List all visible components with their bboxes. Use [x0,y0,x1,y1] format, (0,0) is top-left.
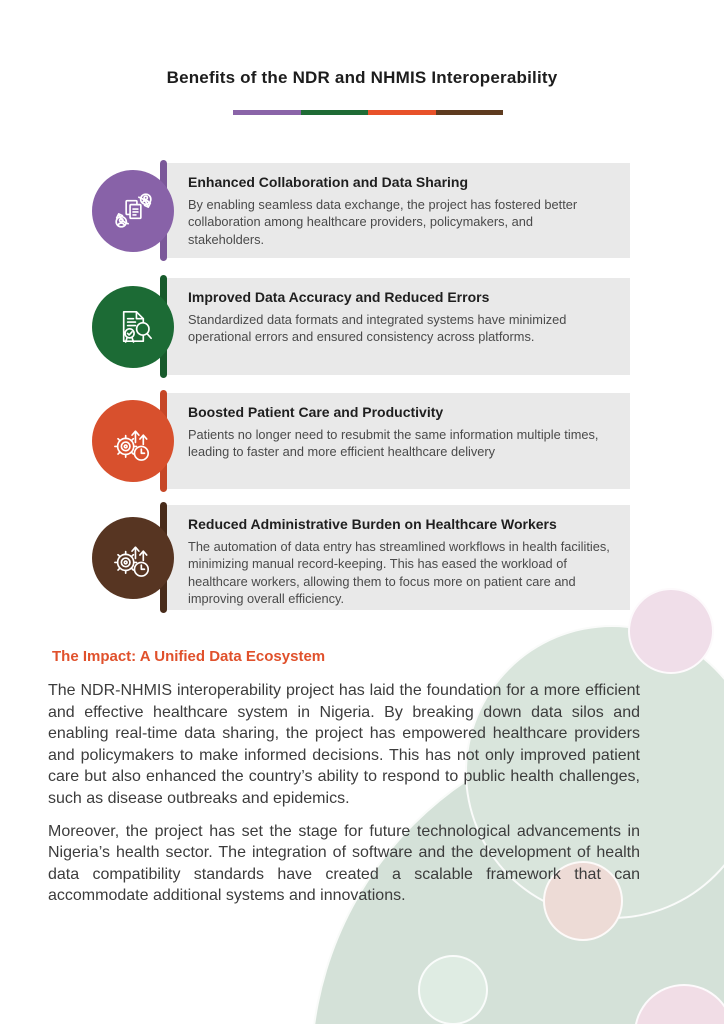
data-accuracy-icon [110,303,157,350]
benefit-title: Improved Data Accuracy and Reduced Errors [188,289,490,305]
benefit-item-productivity [0,393,724,489]
workload-efficiency-icon [110,534,157,581]
benefit-title: Reduced Administrative Burden on Healthcare Workers [188,516,557,532]
benefit-item-accuracy [0,278,724,375]
benefit-description: Standardized data formats and integrated systems have minimized operational errors and ensured consistency across platforms. [188,312,567,345]
page-title: Benefits of the NDR and NHMIS Interoperability [166,68,558,87]
title-divider [233,110,503,115]
collaboration-icon [110,187,157,234]
divider-segment-green [301,110,369,115]
page-header [0,68,724,88]
benefit-title: Boosted Patient Care and Productivity [188,404,444,420]
productivity-icon [110,418,157,465]
benefit-description: Patients no longer need to resubmit the same information multiple times, leading to faster and more efficient healthcare delivery [188,427,599,460]
benefit-card [160,505,630,610]
benefit-item-collaboration [0,163,724,258]
impact-body [48,680,640,918]
impact-paragraph-2: Moreover, the project has set the stage for future technological advancements in Nigeria’s health sector. The integration of software and the development of health data compatibility standards have created a scalable framework that can accommodate additional systems and innovations. [48,822,640,905]
benefit-icon-circle [92,400,174,482]
impact-paragraph-1: The NDR-NHMIS interoperability project has laid the foundation for a more efficient and effective healthcare system in Nigeria. By breaking down data silos and enabling real-time data sharing, the project has empowered healthcare providers and policymakers to make informed decisions. This has not only improved patient care but also enhanced the country’s ability to respond to public health challenges, such as disease outbreaks and epidemics. [48,682,640,807]
benefit-title: Enhanced Collaboration and Data Sharing [188,174,469,190]
benefit-card [160,393,630,489]
benefit-description: By enabling seamless data exchange, the project has fostered better collaboration among healthcare providers, policymakers, and stakeholders. [188,197,578,247]
benefit-icon-circle [92,286,174,368]
benefit-card [160,163,630,258]
decor-circle-sage-small [418,955,488,1024]
benefit-icon-circle [92,170,174,252]
benefit-card [160,278,630,375]
benefit-icon-circle [92,517,174,599]
divider-segment-purple [233,110,301,115]
benefit-description: The automation of data entry has streamlined workflows in health facilities, minimizing manual record-keeping. This has eased the workload of healthcare workers, allowing them to focus more on patient care and improving overall efficiency. [188,539,610,607]
divider-segment-brown [436,110,504,115]
benefit-item-workload [0,505,724,610]
impact-heading: The Impact: A Unified Data Ecosystem [52,648,326,665]
divider-segment-orange [368,110,436,115]
